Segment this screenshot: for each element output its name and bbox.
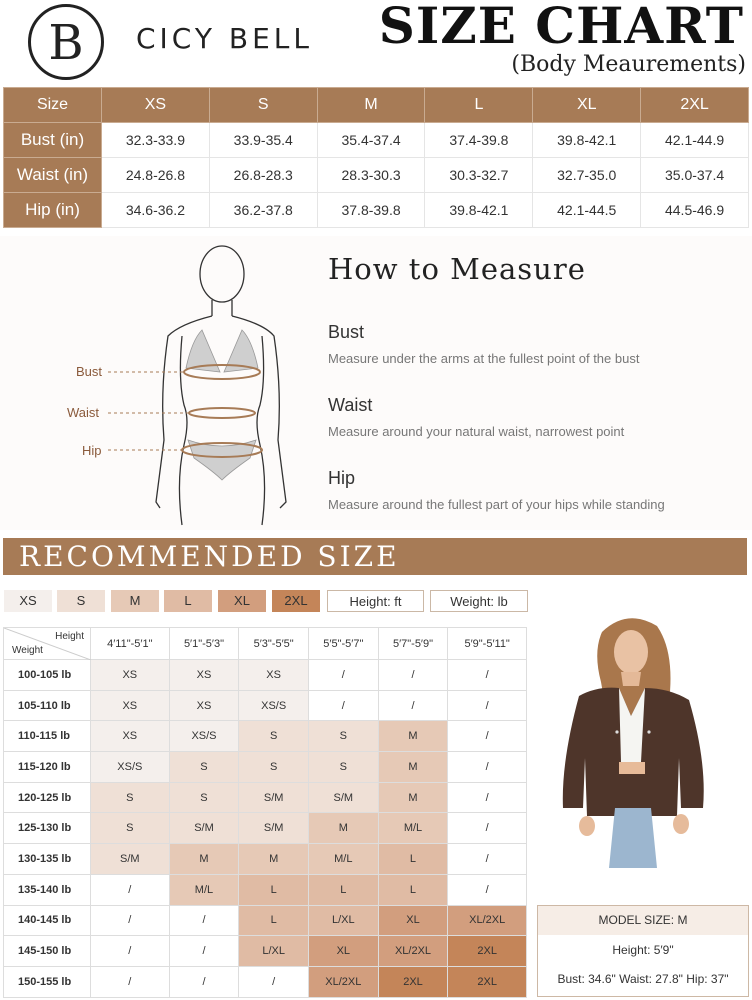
- recommended-size-cell: /: [448, 690, 527, 721]
- recommended-size-cell: M: [169, 844, 239, 875]
- weight-label: 110-115 lb: [4, 721, 91, 752]
- size-row-waist: [4, 158, 749, 193]
- weight-label: 115-120 lb: [4, 752, 91, 783]
- recommended-size-cell: S: [308, 721, 378, 752]
- recommended-size-cell: XS: [169, 660, 239, 691]
- measure-waist-title: Waist: [328, 395, 373, 415]
- size-cell: 39.8-42.1: [533, 123, 641, 158]
- recommended-size-banner: [3, 538, 747, 575]
- recommended-size-cell: M: [308, 813, 378, 844]
- weight-row: [4, 782, 527, 813]
- recommended-size-cell: 2XL: [378, 966, 448, 997]
- legend-height-unit: Height: ft: [327, 590, 424, 612]
- recommended-size-cell: /: [448, 782, 527, 813]
- recommended-size-cell: XL: [308, 936, 378, 967]
- recommended-size-cell: /: [91, 966, 170, 997]
- recommended-size-cell: L/XL: [308, 905, 378, 936]
- recommended-size-cell: /: [91, 874, 170, 905]
- brand-monogram: B: [48, 15, 84, 71]
- weight-label: 100-105 lb: [4, 660, 91, 691]
- model-size: MODEL SIZE: M: [538, 906, 748, 935]
- figure-label-waist: Waist: [67, 405, 100, 420]
- weight-label: 120-125 lb: [4, 782, 91, 813]
- recommended-size-cell: /: [448, 813, 527, 844]
- figure-label-hip: Hip: [82, 443, 102, 458]
- row-label: Waist (in): [4, 158, 102, 193]
- recommended-size-cell: S/M: [239, 782, 309, 813]
- model-photo: [557, 612, 727, 868]
- size-cell: 32.3-33.9: [102, 123, 210, 158]
- recommended-size-cell: S/M: [308, 782, 378, 813]
- size-cell: 34.6-36.2: [102, 193, 210, 228]
- size-cell: 37.8-39.8: [317, 193, 425, 228]
- height-col-header: 5′1"-5′3": [169, 628, 239, 660]
- page-subtitle: (Body Meaurements): [511, 52, 746, 77]
- size-col-header: XS: [102, 88, 210, 123]
- size-cell: 28.3-30.3: [317, 158, 425, 193]
- size-col-header: XL: [533, 88, 641, 123]
- size-cell: 37.4-39.8: [425, 123, 533, 158]
- recommended-size-cell: /: [91, 936, 170, 967]
- recommended-size-cell: M/L: [308, 844, 378, 875]
- size-row-bust: [4, 123, 749, 158]
- recommended-size-cell: XS: [91, 690, 170, 721]
- legend-2xl: 2XL: [272, 590, 320, 612]
- size-cell: 30.3-32.7: [425, 158, 533, 193]
- size-cell: 33.9-35.4: [209, 123, 317, 158]
- height-col-header: 5′7"-5′9": [378, 628, 448, 660]
- recommended-size-cell: M: [378, 721, 448, 752]
- recommended-size-cell: M/L: [169, 874, 239, 905]
- recommended-size-cell: XS: [239, 660, 309, 691]
- legend-m: M: [111, 590, 159, 612]
- recommended-size-cell: L: [239, 905, 309, 936]
- recommended-size-cell: XL/2XL: [378, 936, 448, 967]
- recommended-size-cell: L/XL: [239, 936, 309, 967]
- page-title: SIZE CHART: [378, 0, 744, 55]
- legend-xl: XL: [218, 590, 266, 612]
- recommended-size-cell: XS/S: [169, 721, 239, 752]
- legend-xs: XS: [4, 590, 52, 612]
- recommended-size-cell: S: [239, 752, 309, 783]
- size-col-header: L: [425, 88, 533, 123]
- recommended-size-cell: S: [91, 813, 170, 844]
- weight-label: 125-130 lb: [4, 813, 91, 844]
- model-measurements: Bust: 34.6" Waist: 27.8" Hip: 37": [557, 972, 729, 986]
- recommended-size-cell: /: [378, 660, 448, 691]
- row-label: Bust (in): [4, 123, 102, 158]
- model-height: Height: 5′9": [612, 943, 674, 957]
- weight-row: [4, 813, 527, 844]
- recommended-size-cell: M: [378, 752, 448, 783]
- recommended-size-cell: S/M: [169, 813, 239, 844]
- measure-bust-title: Bust: [328, 322, 365, 342]
- recommended-size-cell: S: [239, 721, 309, 752]
- size-col-header: M: [317, 88, 425, 123]
- size-col-header: S: [209, 88, 317, 123]
- size-cell: 42.1-44.5: [533, 193, 641, 228]
- recommended-size-cell: L: [378, 844, 448, 875]
- weight-row: [4, 966, 527, 997]
- recommended-size-cell: L: [308, 874, 378, 905]
- recommended-size-cell: /: [308, 660, 378, 691]
- corner-weight-label: Weight: [12, 645, 43, 656]
- size-header-row: [4, 88, 749, 123]
- row-label: Hip (in): [4, 193, 102, 228]
- legend-s: S: [57, 590, 105, 612]
- figure-label-bust: Bust: [76, 364, 103, 379]
- how-to-measure-title: How to Measure: [328, 252, 586, 286]
- body-figure-illustration: [60, 240, 300, 530]
- measure-waist-desc: Measure around your natural waist, narrowest point: [328, 424, 625, 439]
- size-cell: 42.1-44.9: [641, 123, 749, 158]
- recommended-size-cell: /: [169, 936, 239, 967]
- size-cell: 44.5-46.9: [641, 193, 749, 228]
- weight-label: 150-155 lb: [4, 966, 91, 997]
- recommended-size-cell: XS/S: [239, 690, 309, 721]
- weight-row: [4, 905, 527, 936]
- weight-label: 140-145 lb: [4, 905, 91, 936]
- recommended-size-cell: /: [448, 660, 527, 691]
- recommended-size-cell: 2XL: [448, 966, 527, 997]
- recommended-size-cell: M/L: [378, 813, 448, 844]
- recommended-size-cell: M: [378, 782, 448, 813]
- recommended-size-cell: XL/2XL: [308, 966, 378, 997]
- recommended-size-cell: XS: [169, 690, 239, 721]
- recommended-size-cell: 2XL: [448, 936, 527, 967]
- brand-name: CICY BELL: [136, 22, 313, 55]
- recommended-size-cell: /: [169, 905, 239, 936]
- weight-row: [4, 690, 527, 721]
- height-col-header: 4′11"-5′1": [91, 628, 170, 660]
- recommended-size-cell: /: [91, 905, 170, 936]
- model-info-box: [537, 905, 749, 997]
- weight-row: [4, 752, 527, 783]
- height-header-row: [4, 628, 527, 660]
- height-col-header: 5′9"-5′11": [448, 628, 527, 660]
- measure-hip-title: Hip: [328, 468, 356, 488]
- weight-row: [4, 874, 527, 905]
- size-cell: 36.2-37.8: [209, 193, 317, 228]
- recommended-size-cell: M: [239, 844, 309, 875]
- recommended-size-cell: S: [91, 782, 170, 813]
- recommended-size-cell: XL: [378, 905, 448, 936]
- size-cell: 26.8-28.3: [209, 158, 317, 193]
- size-row-hip: [4, 193, 749, 228]
- recommended-size-grid: [3, 627, 527, 998]
- height-col-header: 5′3"-5′5": [239, 628, 309, 660]
- measure-bust-desc: Measure under the arms at the fullest point of the bust: [328, 351, 640, 366]
- size-cell: 32.7-35.0: [533, 158, 641, 193]
- recommended-size-cell: S: [169, 782, 239, 813]
- legend-weight-unit: Weight: lb: [430, 590, 528, 612]
- recommended-size-cell: /: [448, 874, 527, 905]
- recommended-size-cell: S/M: [91, 844, 170, 875]
- size-corner: Size: [4, 88, 102, 123]
- recommended-size-cell: XL/2XL: [448, 905, 527, 936]
- recommended-size-cell: /: [308, 690, 378, 721]
- recommended-size-cell: XS/S: [91, 752, 170, 783]
- recommended-size-cell: XS: [91, 660, 170, 691]
- weight-label: 105-110 lb: [4, 690, 91, 721]
- recommended-size-cell: /: [239, 966, 309, 997]
- recommended-size-cell: L: [239, 874, 309, 905]
- recommended-size-cell: /: [448, 752, 527, 783]
- recommended-size-cell: /: [448, 844, 527, 875]
- recommended-size-cell: /: [169, 966, 239, 997]
- size-cell: 35.0-37.4: [641, 158, 749, 193]
- legend-l: L: [164, 590, 212, 612]
- weight-row: [4, 844, 527, 875]
- size-cell: 39.8-42.1: [425, 193, 533, 228]
- body-size-table: [3, 87, 749, 228]
- weight-row: [4, 660, 527, 691]
- corner-height-label: Height: [55, 631, 84, 642]
- brand-logo: [28, 4, 104, 80]
- height-col-header: 5′5"-5′7": [308, 628, 378, 660]
- recommended-size-cell: XS: [91, 721, 170, 752]
- recommended-size-cell: /: [448, 721, 527, 752]
- grid-corner: [4, 628, 91, 660]
- weight-label: 145-150 lb: [4, 936, 91, 967]
- recommended-size-title: RECOMMENDED SIZE: [19, 540, 400, 573]
- recommended-size-cell: S: [169, 752, 239, 783]
- size-col-header: 2XL: [641, 88, 749, 123]
- recommended-size-cell: S/M: [239, 813, 309, 844]
- size-cell: 24.8-26.8: [102, 158, 210, 193]
- weight-row: [4, 721, 527, 752]
- recommended-size-cell: S: [308, 752, 378, 783]
- weight-label: 130-135 lb: [4, 844, 91, 875]
- measure-hip-desc: Measure around the fullest part of your hips while standing: [328, 497, 665, 512]
- weight-label: 135-140 lb: [4, 874, 91, 905]
- recommended-size-cell: L: [378, 874, 448, 905]
- recommended-size-cell: /: [378, 690, 448, 721]
- weight-row: [4, 936, 527, 967]
- size-cell: 35.4-37.4: [317, 123, 425, 158]
